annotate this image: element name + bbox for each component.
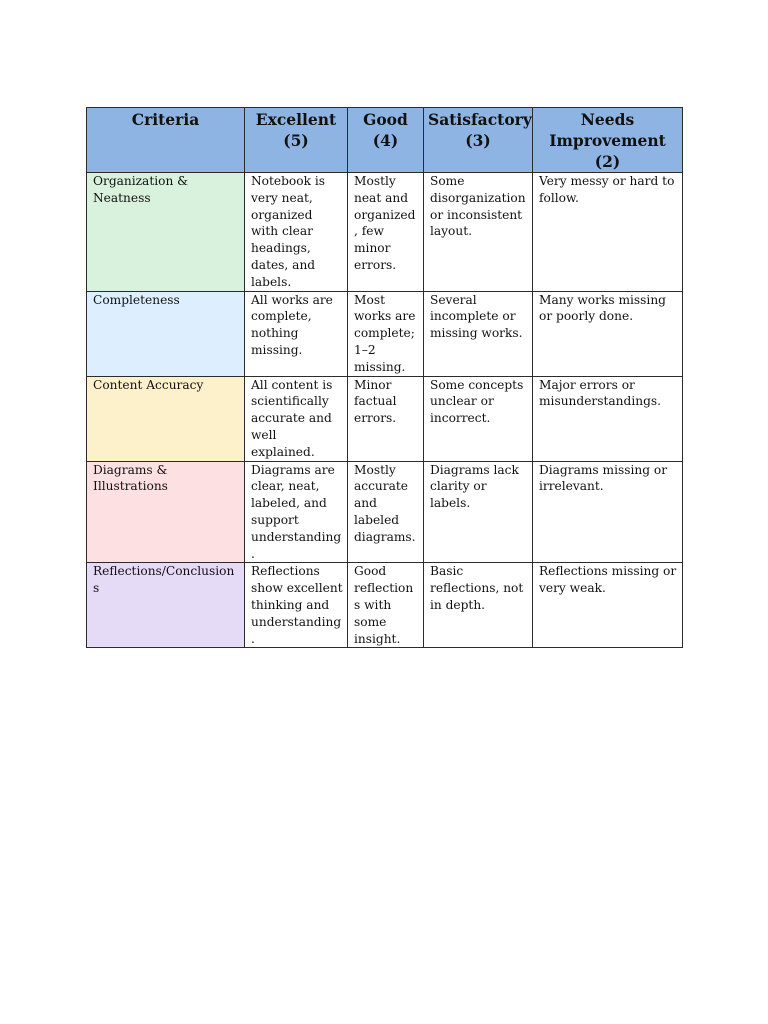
header-criteria: Criteria bbox=[87, 108, 245, 173]
table-row bbox=[87, 291, 683, 376]
good-cell: Most works are complete; 1–2 missing. bbox=[348, 291, 424, 376]
excellent-cell: All content is scientifically accurate and well explained. bbox=[245, 376, 348, 461]
header-row bbox=[87, 108, 683, 173]
satisfactory-cell: Basic reflections, not in depth. bbox=[424, 563, 533, 648]
header-excellent: Excellent (5) bbox=[245, 108, 348, 173]
criteria-cell: Completeness bbox=[87, 291, 245, 376]
table-row bbox=[87, 376, 683, 461]
header-needs-improvement: Needs Improvement (2) bbox=[533, 108, 683, 173]
criteria-cell: Content Accuracy bbox=[87, 376, 245, 461]
excellent-cell: Notebook is very neat, organized with clear headings, dates, and labels. bbox=[245, 173, 348, 292]
table-row bbox=[87, 173, 683, 292]
table-row bbox=[87, 461, 683, 563]
needs-improvement-cell: Major errors or misunderstandings. bbox=[533, 376, 683, 461]
criteria-cell: Diagrams & Illustrations bbox=[87, 461, 245, 563]
excellent-cell: Reflections show excellent thinking and understanding. bbox=[245, 563, 348, 648]
good-cell: Mostly accurate and labeled diagrams. bbox=[348, 461, 424, 563]
needs-improvement-cell: Diagrams missing or irrelevant. bbox=[533, 461, 683, 563]
good-cell: Good reflections with some insight. bbox=[348, 563, 424, 648]
needs-improvement-cell: Reflections missing or very weak. bbox=[533, 563, 683, 648]
header-satisfactory: Satisfactory (3) bbox=[424, 108, 533, 173]
criteria-cell: Reflections/Conclusions bbox=[87, 563, 245, 648]
good-cell: Mostly neat and organized, few minor errors. bbox=[348, 173, 424, 292]
satisfactory-cell: Several incomplete or missing works. bbox=[424, 291, 533, 376]
excellent-cell: All works are complete, nothing missing. bbox=[245, 291, 348, 376]
satisfactory-cell: Some concepts unclear or incorrect. bbox=[424, 376, 533, 461]
good-cell: Minor factual errors. bbox=[348, 376, 424, 461]
satisfactory-cell: Some disorganization or inconsistent layout. bbox=[424, 173, 533, 292]
satisfactory-cell: Diagrams lack clarity or labels. bbox=[424, 461, 533, 563]
table-row bbox=[87, 563, 683, 648]
header-good: Good (4) bbox=[348, 108, 424, 173]
excellent-cell: Diagrams are clear, neat, labeled, and support understanding. bbox=[245, 461, 348, 563]
needs-improvement-cell: Very messy or hard to follow. bbox=[533, 173, 683, 292]
criteria-cell: Organization & Neatness bbox=[87, 173, 245, 292]
needs-improvement-cell: Many works missing or poorly done. bbox=[533, 291, 683, 376]
rubric-table bbox=[86, 107, 683, 648]
